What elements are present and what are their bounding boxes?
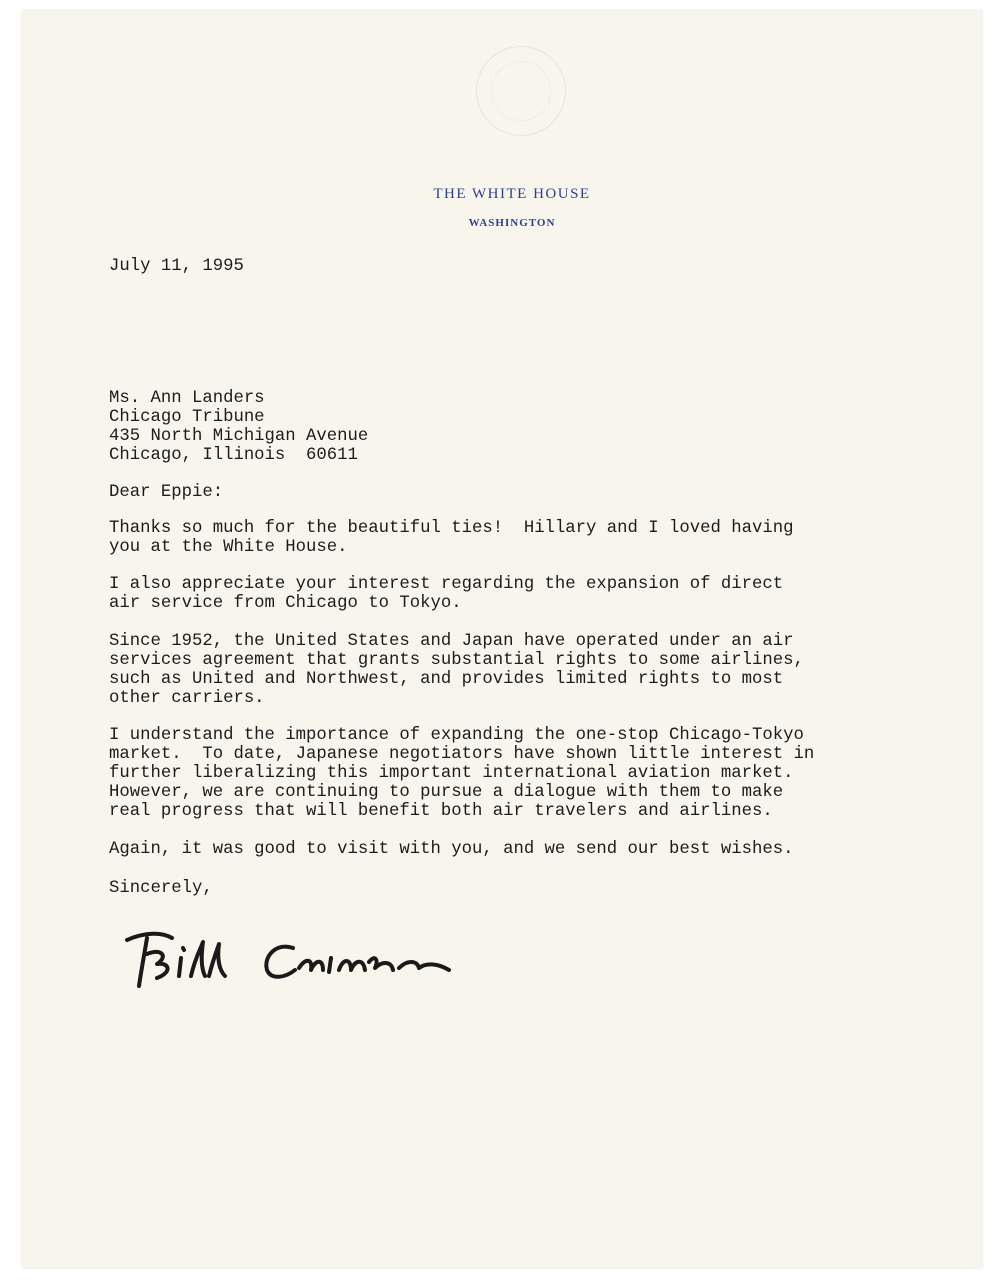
embossed-seal-icon — [476, 46, 566, 136]
body-line: I also appreciate your interest regarding the expansion of direct — [109, 575, 784, 594]
body-line: air service from Chicago to Tokyo. — [109, 594, 462, 613]
recipient-street: 435 North Michigan Avenue — [109, 427, 369, 446]
recipient-organization: Chicago Tribune — [109, 408, 265, 427]
body-line: you at the White House. — [109, 538, 348, 557]
body-line: other carriers. — [109, 689, 265, 708]
letterhead-title: THE WHITE HOUSE — [433, 186, 591, 202]
body-line: Again, it was good to visit with you, and we send our best wishes. — [109, 840, 794, 859]
body-line: Since 1952, the United States and Japan have operated under an air — [109, 632, 794, 651]
letterhead-subtitle: WASHINGTON — [468, 217, 556, 229]
body-line: market. To date, Japanese negotiators have shown little interest in — [109, 745, 815, 764]
body-line: I understand the importance of expanding the one-stop Chicago-Tokyo — [109, 726, 804, 745]
recipient-city-line: Chicago, Illinois 60611 — [109, 446, 358, 465]
body-line: such as United and Northwest, and provides limited rights to most — [109, 670, 784, 689]
body-line: However, we are continuing to pursue a dialogue with them to make — [109, 783, 784, 802]
body-line: Thanks so much for the beautiful ties! Hillary and I loved having — [109, 519, 794, 538]
body-line: services agreement that grants substantial rights to some airlines, — [109, 651, 804, 670]
recipient-name: Ms. Ann Landers — [109, 389, 265, 408]
body-line: real progress that will benefit both air travelers and airlines. — [109, 802, 773, 821]
letter-date: July 11, 1995 — [109, 257, 244, 276]
closing: Sincerely, — [109, 879, 213, 898]
body-line: further liberalizing this important international aviation market. — [109, 764, 794, 783]
letter-page — [22, 10, 982, 1268]
handwritten-signature — [117, 918, 462, 998]
salutation: Dear Eppie: — [109, 483, 224, 502]
